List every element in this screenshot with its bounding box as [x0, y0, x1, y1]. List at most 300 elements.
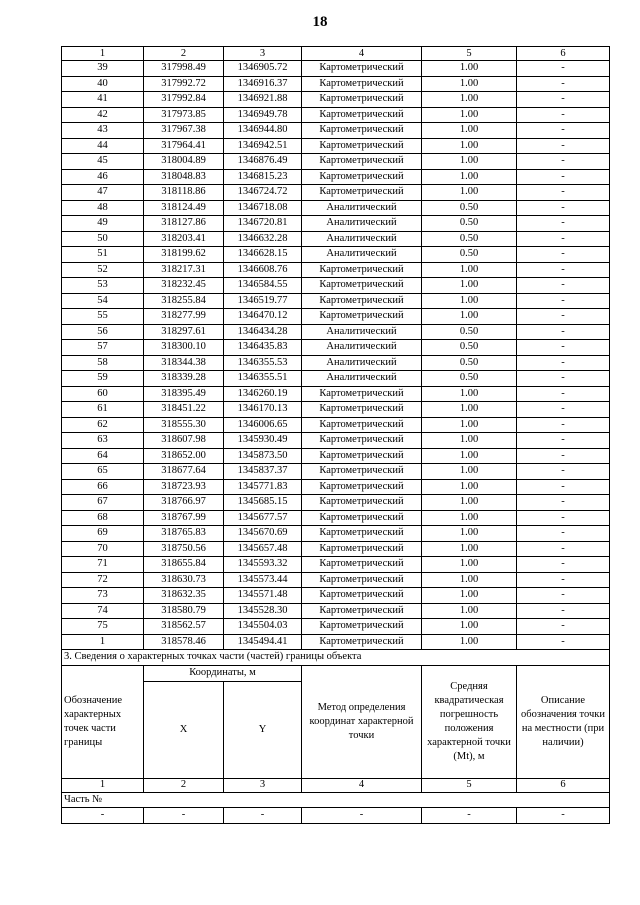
table-row — [62, 185, 610, 201]
accuracy-cell: 1.00 — [422, 76, 517, 92]
section-3-title-row — [62, 650, 610, 666]
section-3-column-number-row — [62, 778, 610, 792]
x-coordinate-cell: 318630.73 — [144, 572, 224, 588]
method-cell: Картометрический — [302, 92, 422, 108]
description-cell: - — [517, 324, 610, 340]
point-designation-header: Обозначение характерных точек части границы — [62, 665, 144, 778]
accuracy-cell: 1.00 — [422, 278, 517, 294]
table-row — [62, 154, 610, 170]
method-cell: Аналитический — [302, 200, 422, 216]
y-coordinate-cell: 1346434.28 — [224, 324, 302, 340]
table-row — [62, 479, 610, 495]
method-cell: Картометрический — [302, 557, 422, 573]
accuracy-cell: 1.00 — [422, 417, 517, 433]
x-coordinate-cell: 318203.41 — [144, 231, 224, 247]
description-cell: - — [517, 92, 610, 108]
accuracy-cell: 0.50 — [422, 324, 517, 340]
accuracy-cell: 1.00 — [422, 402, 517, 418]
method-cell: Картометрический — [302, 293, 422, 309]
method-header: Метод определения координат характерной точки — [302, 665, 422, 778]
description-cell: - — [517, 541, 610, 557]
accuracy-cell: 1.00 — [422, 588, 517, 604]
x-coordinate-cell: 318766.97 — [144, 495, 224, 511]
point-number-cell: 64 — [62, 448, 144, 464]
x-coordinate-cell: 318124.49 — [144, 200, 224, 216]
x-coordinate-cell: 318297.61 — [144, 324, 224, 340]
method-cell: Аналитический — [302, 216, 422, 232]
description-cell: - — [517, 588, 610, 604]
description-cell: - — [517, 262, 610, 278]
empty-cell: - — [62, 808, 144, 824]
table-row — [62, 541, 610, 557]
empty-point-row — [62, 808, 610, 824]
point-number-cell: 44 — [62, 138, 144, 154]
table-row — [62, 495, 610, 511]
method-cell: Аналитический — [302, 340, 422, 356]
y-coordinate-cell: 1346628.15 — [224, 247, 302, 263]
accuracy-cell: 1.00 — [422, 557, 517, 573]
description-cell: - — [517, 231, 610, 247]
column-number: 5 — [422, 47, 517, 61]
empty-cell: - — [422, 808, 517, 824]
table-row — [62, 293, 610, 309]
point-number-cell: 43 — [62, 123, 144, 139]
x-coordinate-cell: 318750.56 — [144, 541, 224, 557]
accuracy-cell: 1.00 — [422, 510, 517, 526]
x-coordinate-cell: 317973.85 — [144, 107, 224, 123]
method-cell: Картометрический — [302, 510, 422, 526]
point-number-cell: 59 — [62, 371, 144, 387]
description-cell: - — [517, 386, 610, 402]
x-header: X — [144, 681, 224, 778]
x-coordinate-cell: 318118.86 — [144, 185, 224, 201]
y-coordinate-cell: 1346718.08 — [224, 200, 302, 216]
description-cell: - — [517, 200, 610, 216]
method-cell: Картометрический — [302, 76, 422, 92]
empty-cell: - — [517, 808, 610, 824]
x-coordinate-cell: 318048.83 — [144, 169, 224, 185]
point-number-cell: 42 — [62, 107, 144, 123]
empty-cell: - — [302, 808, 422, 824]
accuracy-cell: 1.00 — [422, 107, 517, 123]
method-cell: Картометрический — [302, 479, 422, 495]
accuracy-cell: 1.00 — [422, 619, 517, 635]
description-cell: - — [517, 185, 610, 201]
column-number: 3 — [224, 778, 302, 792]
accuracy-cell: 0.50 — [422, 247, 517, 263]
description-cell: - — [517, 433, 610, 449]
accuracy-cell: 1.00 — [422, 309, 517, 325]
table-row — [62, 169, 610, 185]
x-coordinate-cell: 318127.86 — [144, 216, 224, 232]
x-coordinate-cell: 317992.84 — [144, 92, 224, 108]
accuracy-cell: 1.00 — [422, 464, 517, 480]
table-row — [62, 464, 610, 480]
point-number-cell: 40 — [62, 76, 144, 92]
method-cell: Картометрический — [302, 262, 422, 278]
table-row — [62, 572, 610, 588]
accuracy-cell: 0.50 — [422, 340, 517, 356]
description-cell: - — [517, 572, 610, 588]
accuracy-cell: 1.00 — [422, 386, 517, 402]
table-row — [62, 619, 610, 635]
y-coordinate-cell: 1346355.53 — [224, 355, 302, 371]
accuracy-cell: 1.00 — [422, 138, 517, 154]
x-coordinate-cell: 317967.38 — [144, 123, 224, 139]
point-number-cell: 41 — [62, 92, 144, 108]
point-number-cell: 70 — [62, 541, 144, 557]
accuracy-cell: 1.00 — [422, 169, 517, 185]
point-number-cell: 68 — [62, 510, 144, 526]
accuracy-cell: 1.00 — [422, 433, 517, 449]
column-number: 2 — [144, 778, 224, 792]
accuracy-cell: 1.00 — [422, 262, 517, 278]
y-header: Y — [224, 681, 302, 778]
point-number-cell: 69 — [62, 526, 144, 542]
point-number-cell: 1 — [62, 634, 144, 650]
accuracy-cell: 1.00 — [422, 541, 517, 557]
y-coordinate-cell: 1346170.13 — [224, 402, 302, 418]
description-cell: - — [517, 603, 610, 619]
point-number-cell: 63 — [62, 433, 144, 449]
accuracy-cell: 0.50 — [422, 371, 517, 387]
x-coordinate-cell: 318607.98 — [144, 433, 224, 449]
y-coordinate-cell: 1345771.83 — [224, 479, 302, 495]
table-row — [62, 510, 610, 526]
description-cell: - — [517, 278, 610, 294]
point-number-cell: 52 — [62, 262, 144, 278]
y-coordinate-cell: 1346905.72 — [224, 61, 302, 77]
y-coordinate-cell: 1345930.49 — [224, 433, 302, 449]
y-coordinate-cell: 1346720.81 — [224, 216, 302, 232]
accuracy-header: Средняя квадратическая погрешность положения характерной точки (Mt), м — [422, 665, 517, 778]
accuracy-cell: 1.00 — [422, 526, 517, 542]
description-cell: - — [517, 138, 610, 154]
description-cell: - — [517, 107, 610, 123]
table-row — [62, 448, 610, 464]
method-cell: Картометрический — [302, 433, 422, 449]
table-row — [62, 200, 610, 216]
y-coordinate-cell: 1345685.15 — [224, 495, 302, 511]
table-row — [62, 588, 610, 604]
method-cell: Картометрический — [302, 185, 422, 201]
point-number-cell: 46 — [62, 169, 144, 185]
x-coordinate-cell: 317998.49 — [144, 61, 224, 77]
column-number: 1 — [62, 778, 144, 792]
table-row — [62, 107, 610, 123]
description-cell: - — [517, 123, 610, 139]
accuracy-cell: 1.00 — [422, 92, 517, 108]
y-coordinate-cell: 1346519.77 — [224, 293, 302, 309]
x-coordinate-cell: 318578.46 — [144, 634, 224, 650]
table-row — [62, 433, 610, 449]
accuracy-cell: 0.50 — [422, 355, 517, 371]
part-number-row — [62, 792, 610, 808]
column-number: 6 — [517, 778, 610, 792]
y-coordinate-cell: 1346006.65 — [224, 417, 302, 433]
x-coordinate-cell: 318655.84 — [144, 557, 224, 573]
method-cell: Картометрический — [302, 107, 422, 123]
description-cell: - — [517, 61, 610, 77]
method-cell: Картометрический — [302, 402, 422, 418]
y-coordinate-cell: 1346942.51 — [224, 138, 302, 154]
point-number-cell: 60 — [62, 386, 144, 402]
point-number-cell: 50 — [62, 231, 144, 247]
point-number-cell: 74 — [62, 603, 144, 619]
y-coordinate-cell: 1346435.83 — [224, 340, 302, 356]
table-row — [62, 123, 610, 139]
table-row — [62, 557, 610, 573]
page-number: 18 — [312, 14, 328, 30]
x-coordinate-cell: 318277.99 — [144, 309, 224, 325]
y-coordinate-cell: 1345571.48 — [224, 588, 302, 604]
point-number-cell: 66 — [62, 479, 144, 495]
point-number-cell: 57 — [62, 340, 144, 356]
description-cell: - — [517, 340, 610, 356]
x-coordinate-cell: 318632.35 — [144, 588, 224, 604]
method-cell: Картометрический — [302, 603, 422, 619]
y-coordinate-cell: 1345873.50 — [224, 448, 302, 464]
x-coordinate-cell: 318765.83 — [144, 526, 224, 542]
column-number-row — [62, 47, 610, 61]
x-coordinate-cell: 318652.00 — [144, 448, 224, 464]
y-coordinate-cell: 1345528.30 — [224, 603, 302, 619]
accuracy-cell: 1.00 — [422, 61, 517, 77]
table-row — [62, 355, 610, 371]
accuracy-cell: 1.00 — [422, 154, 517, 170]
y-coordinate-cell: 1346876.49 — [224, 154, 302, 170]
empty-cell: - — [224, 808, 302, 824]
column-number: 5 — [422, 778, 517, 792]
method-cell: Аналитический — [302, 355, 422, 371]
accuracy-cell: 1.00 — [422, 293, 517, 309]
table-row — [62, 526, 610, 542]
column-number: 1 — [62, 47, 144, 61]
accuracy-cell: 1.00 — [422, 572, 517, 588]
column-number: 3 — [224, 47, 302, 61]
y-coordinate-cell: 1346355.51 — [224, 371, 302, 387]
method-cell: Аналитический — [302, 231, 422, 247]
method-cell: Картометрический — [302, 526, 422, 542]
y-coordinate-cell: 1346260.19 — [224, 386, 302, 402]
point-number-cell: 58 — [62, 355, 144, 371]
point-number-cell: 75 — [62, 619, 144, 635]
y-coordinate-cell: 1345837.37 — [224, 464, 302, 480]
method-cell: Картометрический — [302, 61, 422, 77]
description-cell: - — [517, 247, 610, 263]
table-row — [62, 216, 610, 232]
accuracy-cell: 1.00 — [422, 495, 517, 511]
description-cell: - — [517, 76, 610, 92]
description-cell: - — [517, 154, 610, 170]
method-cell: Картометрический — [302, 309, 422, 325]
point-number-cell: 71 — [62, 557, 144, 573]
method-cell: Картометрический — [302, 464, 422, 480]
description-cell: - — [517, 293, 610, 309]
point-number-cell: 47 — [62, 185, 144, 201]
point-number-cell: 51 — [62, 247, 144, 263]
x-coordinate-cell: 317964.41 — [144, 138, 224, 154]
method-cell: Картометрический — [302, 138, 422, 154]
table-row — [62, 278, 610, 294]
point-number-cell: 55 — [62, 309, 144, 325]
accuracy-cell: 1.00 — [422, 123, 517, 139]
description-cell: - — [517, 619, 610, 635]
method-cell: Картометрический — [302, 278, 422, 294]
y-coordinate-cell: 1345657.48 — [224, 541, 302, 557]
method-cell: Картометрический — [302, 572, 422, 588]
method-cell: Картометрический — [302, 619, 422, 635]
y-coordinate-cell: 1345593.32 — [224, 557, 302, 573]
x-coordinate-cell: 318767.99 — [144, 510, 224, 526]
point-number-cell: 56 — [62, 324, 144, 340]
y-coordinate-cell: 1345670.69 — [224, 526, 302, 542]
method-cell: Картометрический — [302, 386, 422, 402]
table-row — [62, 309, 610, 325]
point-number-cell: 54 — [62, 293, 144, 309]
description-cell: - — [517, 479, 610, 495]
table-row — [62, 262, 610, 278]
table-row — [62, 340, 610, 356]
point-number-cell: 65 — [62, 464, 144, 480]
method-cell: Аналитический — [302, 371, 422, 387]
x-coordinate-cell: 318562.57 — [144, 619, 224, 635]
table-row — [62, 61, 610, 77]
table-row — [62, 76, 610, 92]
table-row — [62, 138, 610, 154]
description-cell: - — [517, 448, 610, 464]
table-row — [62, 324, 610, 340]
method-cell: Картометрический — [302, 123, 422, 139]
table-row — [62, 231, 610, 247]
x-coordinate-cell: 318004.89 — [144, 154, 224, 170]
description-cell: - — [517, 526, 610, 542]
method-cell: Картометрический — [302, 588, 422, 604]
y-coordinate-cell: 1345677.57 — [224, 510, 302, 526]
description-header: Описание обозначения точки на местности (при наличии) — [517, 665, 610, 778]
table-row — [62, 634, 610, 650]
accuracy-cell: 1.00 — [422, 634, 517, 650]
x-coordinate-cell: 318677.64 — [144, 464, 224, 480]
description-cell: - — [517, 464, 610, 480]
column-number: 6 — [517, 47, 610, 61]
point-number-cell: 73 — [62, 588, 144, 604]
y-coordinate-cell: 1345573.44 — [224, 572, 302, 588]
point-number-cell: 61 — [62, 402, 144, 418]
x-coordinate-cell: 317992.72 — [144, 76, 224, 92]
accuracy-cell: 1.00 — [422, 185, 517, 201]
y-coordinate-cell: 1346921.88 — [224, 92, 302, 108]
point-number-cell: 62 — [62, 417, 144, 433]
description-cell: - — [517, 634, 610, 650]
accuracy-cell: 1.00 — [422, 603, 517, 619]
section-3-title: 3. Сведения о характерных точках части (частей) границы объекта — [62, 650, 610, 666]
description-cell: - — [517, 216, 610, 232]
x-coordinate-cell: 318255.84 — [144, 293, 224, 309]
y-coordinate-cell: 1346916.37 — [224, 76, 302, 92]
x-coordinate-cell: 318339.28 — [144, 371, 224, 387]
point-number-cell: 45 — [62, 154, 144, 170]
x-coordinate-cell: 318217.31 — [144, 262, 224, 278]
description-cell: - — [517, 169, 610, 185]
x-coordinate-cell: 318232.45 — [144, 278, 224, 294]
table-row — [62, 603, 610, 619]
boundary-points-table — [61, 46, 610, 824]
y-coordinate-cell: 1345494.41 — [224, 634, 302, 650]
method-cell: Картометрический — [302, 495, 422, 511]
table-row — [62, 371, 610, 387]
method-cell: Картометрический — [302, 541, 422, 557]
description-cell: - — [517, 557, 610, 573]
description-cell: - — [517, 402, 610, 418]
table-row — [62, 402, 610, 418]
y-coordinate-cell: 1346632.28 — [224, 231, 302, 247]
accuracy-cell: 0.50 — [422, 200, 517, 216]
y-coordinate-cell: 1346949.78 — [224, 107, 302, 123]
x-coordinate-cell: 318344.38 — [144, 355, 224, 371]
method-cell: Аналитический — [302, 247, 422, 263]
description-cell: - — [517, 417, 610, 433]
x-coordinate-cell: 318199.62 — [144, 247, 224, 263]
x-coordinate-cell: 318580.79 — [144, 603, 224, 619]
table-row — [62, 417, 610, 433]
x-coordinate-cell: 318451.22 — [144, 402, 224, 418]
accuracy-cell: 0.50 — [422, 231, 517, 247]
coordinates-header: Координаты, м — [144, 665, 302, 681]
x-coordinate-cell: 318395.49 — [144, 386, 224, 402]
x-coordinate-cell: 318300.10 — [144, 340, 224, 356]
y-coordinate-cell: 1346724.72 — [224, 185, 302, 201]
point-number-cell: 72 — [62, 572, 144, 588]
table-row — [62, 247, 610, 263]
y-coordinate-cell: 1346815.23 — [224, 169, 302, 185]
method-cell: Картометрический — [302, 634, 422, 650]
column-number: 4 — [302, 778, 422, 792]
table-row — [62, 92, 610, 108]
method-cell: Аналитический — [302, 324, 422, 340]
column-number: 4 — [302, 47, 422, 61]
accuracy-cell: 1.00 — [422, 448, 517, 464]
point-number-cell: 53 — [62, 278, 144, 294]
y-coordinate-cell: 1346944.80 — [224, 123, 302, 139]
method-cell: Картометрический — [302, 448, 422, 464]
point-number-cell: 39 — [62, 61, 144, 77]
method-cell: Картометрический — [302, 169, 422, 185]
x-coordinate-cell: 318723.93 — [144, 479, 224, 495]
point-number-cell: 49 — [62, 216, 144, 232]
x-coordinate-cell: 318555.30 — [144, 417, 224, 433]
method-cell: Картометрический — [302, 417, 422, 433]
accuracy-cell: 0.50 — [422, 216, 517, 232]
method-cell: Картометрический — [302, 154, 422, 170]
table-row — [62, 386, 610, 402]
point-number-cell: 67 — [62, 495, 144, 511]
y-coordinate-cell: 1346608.76 — [224, 262, 302, 278]
y-coordinate-cell: 1346470.12 — [224, 309, 302, 325]
description-cell: - — [517, 309, 610, 325]
y-coordinate-cell: 1346584.55 — [224, 278, 302, 294]
description-cell: - — [517, 510, 610, 526]
description-cell: - — [517, 495, 610, 511]
point-number-cell: 48 — [62, 200, 144, 216]
section-3-header-row — [62, 665, 610, 681]
description-cell: - — [517, 355, 610, 371]
y-coordinate-cell: 1345504.03 — [224, 619, 302, 635]
part-number-label: Часть № — [62, 792, 610, 808]
empty-cell: - — [144, 808, 224, 824]
accuracy-cell: 1.00 — [422, 479, 517, 495]
description-cell: - — [517, 371, 610, 387]
